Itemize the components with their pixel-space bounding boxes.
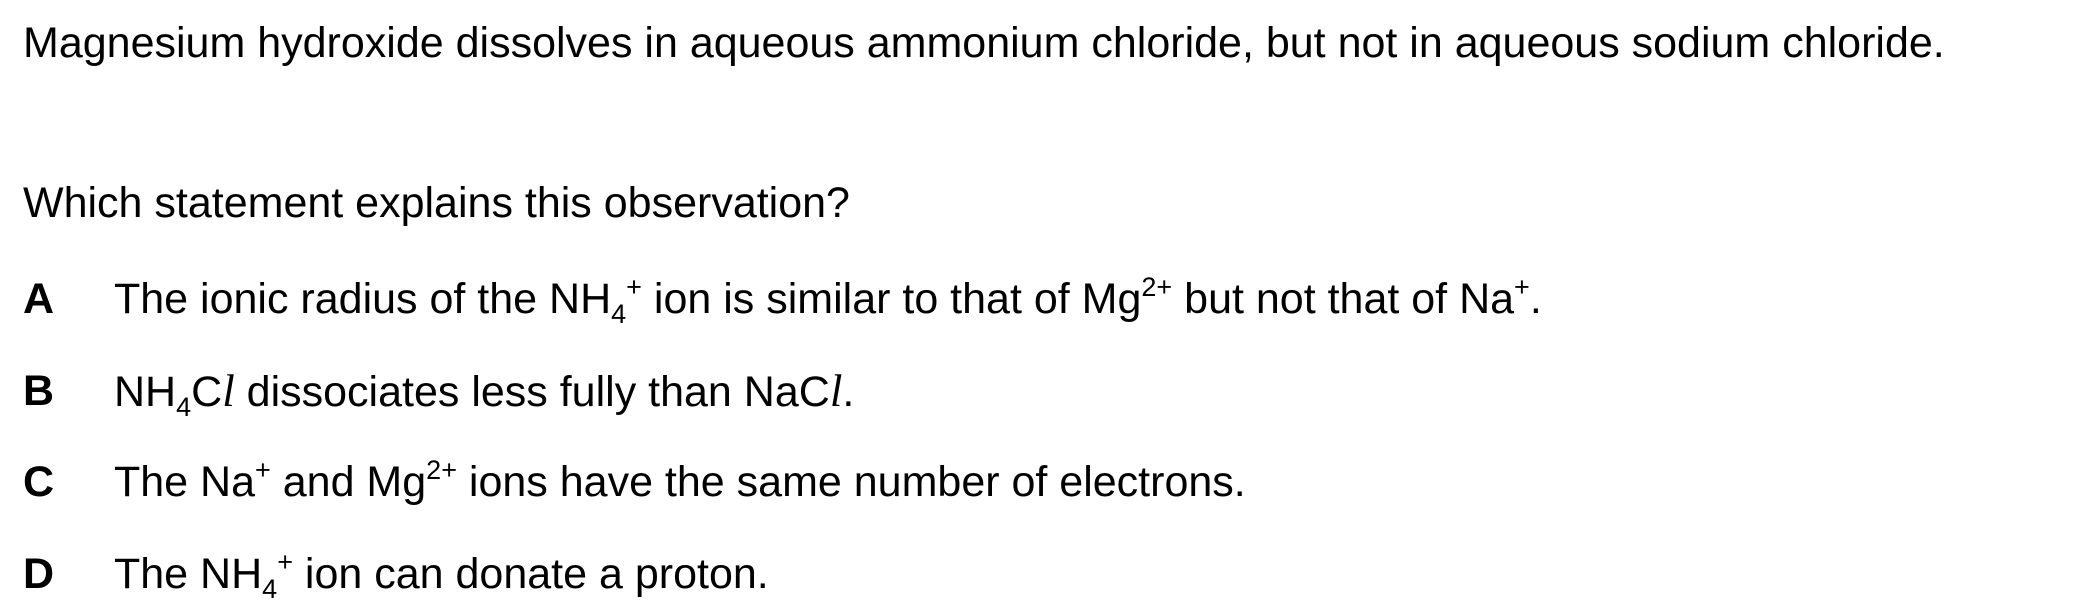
option-b-text-part-2: C — [191, 368, 223, 416]
option-c-na-charge: + — [255, 455, 271, 485]
option-d-text — [114, 547, 769, 604]
option-c-text-part-3: ions have the same number of electrons. — [456, 458, 1246, 506]
option-b-chlorine-l-2: l — [829, 366, 843, 416]
option-a-text-part-2: ion is similar to that of Mg — [641, 275, 1142, 323]
option-b-chlorine-l-1: l — [222, 366, 235, 416]
option-a-text-part-1: The ionic radius of the NH — [114, 275, 612, 323]
option-b-text-part-1: NH — [114, 368, 177, 416]
option-a-letter: A — [23, 275, 55, 323]
option-c-mg-charge: 2+ — [426, 455, 457, 485]
option-d-text-part-2: ion can donate a proton. — [292, 550, 769, 598]
question-stem: Magnesium hydroxide dissolves in aqueous ammonium chloride, but not in aqueous sodium chloride. — [23, 19, 1945, 67]
option-a-text-part-3: but not that of Na — [1172, 275, 1515, 323]
question-prompt: Which statement explains this observation? — [23, 179, 850, 227]
option-c-letter: C — [23, 458, 55, 506]
option-b-text-part-4: . — [842, 368, 855, 416]
option-c-text — [114, 455, 1246, 509]
option-a-nh4-subscript: 4 — [611, 299, 627, 329]
option-b-text — [114, 364, 855, 422]
option-b-letter: B — [23, 367, 55, 415]
option-b-text-part-3: dissociates less fully than NaC — [234, 368, 830, 416]
option-a-mg-charge: 2+ — [1141, 272, 1173, 302]
option-a-text-part-4: . — [1529, 275, 1542, 323]
option-c-text-part-1: The Na — [114, 458, 256, 506]
option-a-text — [114, 272, 1542, 329]
option-c-text-part-2: and Mg — [270, 458, 427, 506]
option-d-nh4-charge: + — [277, 547, 293, 577]
option-d-letter: D — [23, 550, 55, 598]
option-b-nh4-subscript: 4 — [176, 392, 192, 422]
option-d-nh4-subscript: 4 — [262, 574, 278, 604]
option-d-text-part-1: The NH — [114, 550, 263, 598]
option-a-na-charge: + — [1514, 272, 1530, 302]
option-a-nh4-charge: + — [626, 272, 642, 302]
